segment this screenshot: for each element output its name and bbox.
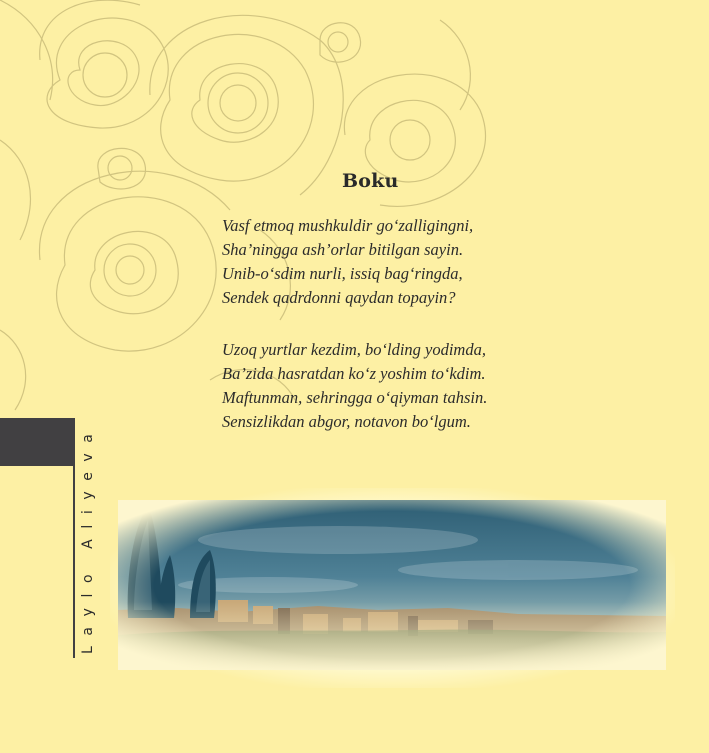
- flower-small-left: [98, 148, 146, 189]
- rose-left-top: [40, 0, 169, 128]
- poem-line: Maftunman, sehringga o‘qiyman tahsin.: [222, 388, 488, 407]
- poem-line: Sensizlikdan abgor, notavon bo‘lgum.: [222, 412, 471, 431]
- poem-line: Sha’ningga ash’orlar bitilgan sayin.: [222, 240, 464, 259]
- stanza-1: [222, 214, 473, 310]
- poem-line: Ba’zida hasratdan ko‘z yoshim to‘kdim.: [222, 364, 486, 383]
- author-name: Laylo Aliyeva: [80, 423, 96, 654]
- author-rule: [73, 418, 75, 658]
- poem-line: Vasf etmoq mushkuldir go‘zalligingni,: [222, 216, 474, 235]
- author-label-container: [76, 418, 100, 658]
- poem-title: Boku: [342, 170, 399, 192]
- poem-line: Sendek qadrdonni qaydan topayin?: [222, 288, 456, 307]
- baku-panorama-photo: [118, 500, 666, 670]
- rose-top-center: [150, 15, 343, 195]
- poem-line: Uzoq yurtlar kezdim, bo‘lding yodimda,: [222, 340, 486, 359]
- author-tab-marker: [0, 418, 73, 466]
- poem-line: Unib-o‘sdim nurli, issiq bag‘ringda,: [222, 264, 463, 283]
- rose-left-middle: [39, 171, 230, 351]
- stanza-2: [222, 338, 487, 434]
- flower-small-top: [320, 23, 361, 62]
